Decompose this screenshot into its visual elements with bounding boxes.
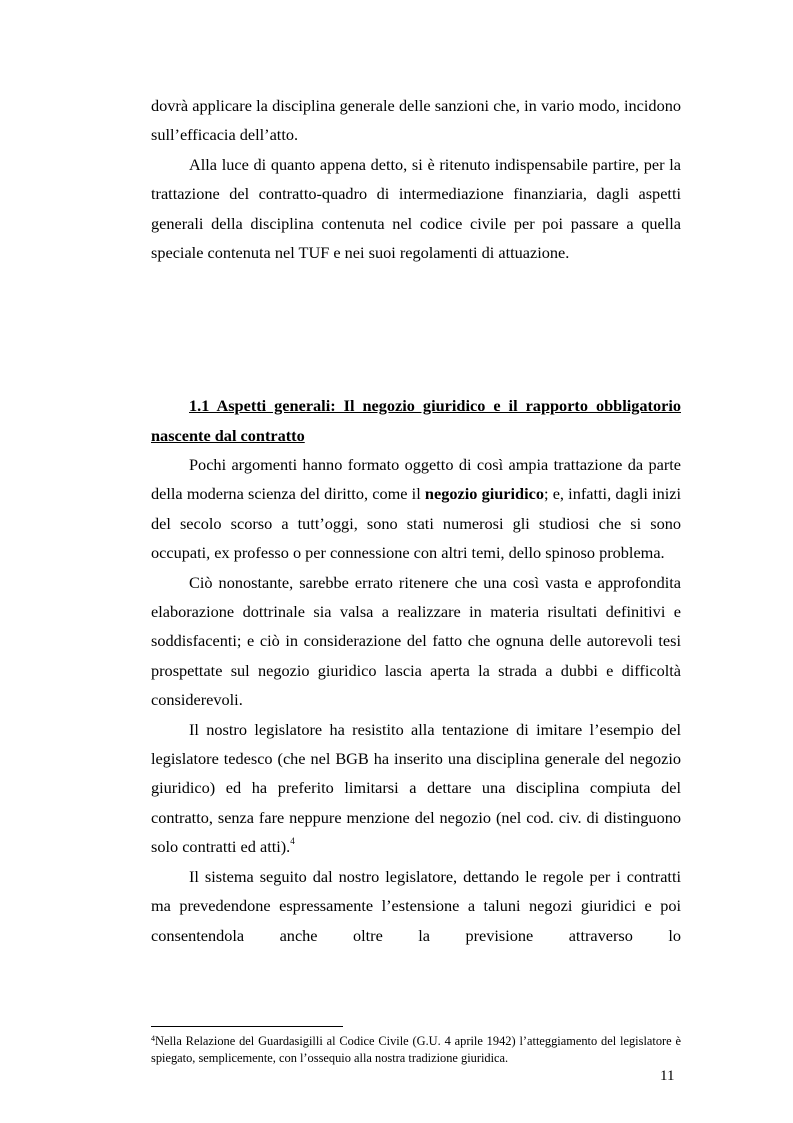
section-heading [151, 391, 681, 451]
body-paragraph-3 [151, 715, 681, 862]
page-number: 11 [660, 1068, 675, 1084]
intro-paragraph-1: dovrà applicare la disciplina generale delle sanzioni che, in vario modo, incidono sull’efficacia dell’atto. [151, 96, 681, 145]
section-heading-line-1: 1.1 Aspetti generali: Il negozio giuridico e il rapporto obbligatorio [189, 396, 681, 415]
body-p3-text: Il nostro legislatore ha resistito alla tentazione di imitare l’esempio del legislatore tedesco (che nel BGB ha inserito una disciplina generale del negozio giuridico) ed ha preferito limitarsi a dettare una disciplina compiuta del contratto, senza fare neppure menzione del negozio (nel cod. civ. di distinguono solo contratti ed atti). [151, 719, 681, 857]
body-paragraph-1 [151, 450, 681, 568]
body-p1-after: ; e, infatti, dagli inizi del secolo scorso a tutt’oggi, sono stati numerosi gli studiosi che si sono occupati, ex professo o per connessione con altri temi, dello spinoso problema. [151, 484, 682, 563]
body-paragraph-4: Il sistema seguito dal nostro legislatore, dettando le regole per i contratti ma prevedendone espressamente l’estensione a taluni negozi giuridici e poi consentendola anche oltre la previsione attraverso lo [151, 866, 681, 945]
footnote-text: Nella Relazione del Guardasigilli al Codice Civile (G.U. 4 aprile 1942) l’atteggiamento del legislatore è spiegato, semplicemente, con l’ossequio alla nostra tradizione giuridica. [151, 1034, 681, 1065]
intro-block [151, 91, 681, 267]
body-paragraph-2: Ciò nonostante, sarebbe errato ritenere che una così vasta e approfondita elaborazione dottrinale sia valsa a realizzare in materia risultati definitivi e soddisfacenti; e ciò in considerazione del fatto che ognuna delle autorevoli tesi prospettate sul negozio giuridico lascia aperta la strada a dubbi e difficoltà considerevoli. [151, 572, 681, 710]
intro-paragraph-2: Alla luce di quanto appena detto, si è ritenuto indispensabile partire, per la trattazione del contratto-quadro di intermediazione finanziaria, dagli aspetti generali della disciplina contenuta nel codice civile per poi passare a quella speciale contenuta nel TUF e nei suoi regolamenti di attuazione. [151, 154, 681, 263]
body-block [151, 450, 681, 950]
section-heading-line-2: nascente dal contratto [151, 426, 305, 445]
footnote-reference[interactable]: 4 [290, 836, 295, 847]
body-p1-before: Pochi argomenti hanno formato oggetto di così ampia trattazione da parte della moderna scienza del diritto, come il [151, 455, 681, 504]
body-p1-bold-term: negozio giuridico [424, 484, 544, 504]
footnote-marker: 4 [151, 1034, 155, 1043]
footnote-divider [151, 1026, 343, 1027]
footnote [151, 1033, 681, 1067]
